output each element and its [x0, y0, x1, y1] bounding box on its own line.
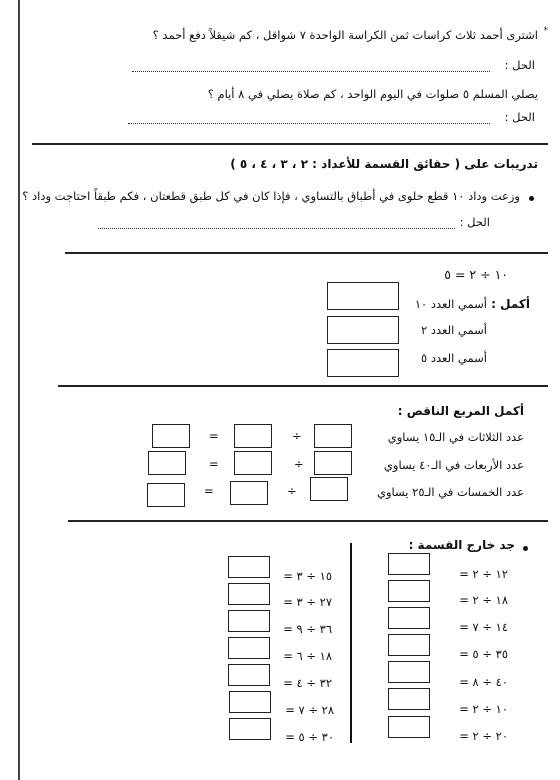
equals-sign: =: [204, 484, 214, 498]
missing-box-1c[interactable]: [314, 424, 352, 448]
quotient-right-box-7[interactable]: [388, 716, 430, 738]
missing-box-1b[interactable]: [234, 424, 272, 448]
column-divider: [350, 543, 352, 743]
divide-icon: ÷: [294, 457, 304, 471]
quotient-left-3: ٣٦ ÷ ٩ =: [283, 622, 332, 636]
quotient-left-box-5[interactable]: [228, 664, 270, 686]
quotient-left-6: ٢٨ ÷ ٧ =: [285, 703, 334, 717]
section-divider-2: [65, 252, 548, 254]
name-answer-box-10[interactable]: [327, 282, 399, 310]
quotient-right-box-4[interactable]: [388, 634, 430, 656]
quotient-right-7: ٢٠ ÷ ٢ =: [459, 729, 508, 743]
quotient-left-box-1[interactable]: [228, 556, 270, 578]
missing-box-2c[interactable]: [314, 451, 352, 475]
missing-box-3a[interactable]: [147, 483, 185, 507]
quotient-left-2: ٢٧ ÷ ٣ =: [283, 595, 332, 609]
answer-label-2: الحل :: [504, 110, 535, 124]
quotient-right-box-2[interactable]: [388, 580, 430, 602]
bullet-icon: [523, 546, 528, 551]
quotient-right-2: ١٨ ÷ ٢ =: [459, 593, 508, 607]
missing-box-2a[interactable]: [148, 451, 186, 475]
section-divider-4: [68, 520, 548, 522]
quotient-right-box-3[interactable]: [388, 607, 430, 629]
quotient-right-3: ١٤ ÷ ٧ =: [459, 620, 508, 634]
quotient-left-box-7[interactable]: [229, 718, 271, 740]
training-word-problem: وزعت وداد ١٠ قطع حلوى في أطباق بالتساوي ، فإذا كان في كل طبق قطعتان ، فكم طبقاً احتاجت وداد ؟: [22, 189, 520, 203]
quotient-right-box-6[interactable]: [388, 688, 430, 710]
missing-box-2b[interactable]: [234, 451, 272, 475]
answer-line-1[interactable]: [132, 71, 490, 72]
missing-box-3b[interactable]: [230, 481, 268, 505]
quotient-left-box-2[interactable]: [228, 583, 270, 605]
training-answer-label: الحل :: [459, 215, 490, 229]
answer-line-2[interactable]: [128, 123, 490, 124]
name-answer-box-5[interactable]: [327, 349, 399, 377]
quotient-right-box-1[interactable]: [388, 553, 430, 575]
section-divider-1: [32, 143, 548, 145]
quotient-right-4: ٣٥ ÷ ٥ =: [459, 647, 508, 661]
name-label-5: أسمي العدد ٥: [421, 351, 487, 365]
quotient-right-5: ٤٠ ÷ ٨ =: [459, 675, 508, 689]
quotient-left-box-3[interactable]: [228, 610, 270, 632]
missing-box-1a[interactable]: [152, 424, 190, 448]
quotient-right-box-5[interactable]: [388, 661, 430, 683]
divide-icon: ÷: [292, 429, 302, 443]
quotient-right-6: ١٠ ÷ ٢ =: [459, 702, 508, 716]
training-answer-line[interactable]: [98, 228, 455, 229]
name-answer-box-2[interactable]: [327, 316, 399, 344]
quotient-heading: جد خارج القسمة :: [408, 538, 515, 552]
quotient-left-box-4[interactable]: [228, 637, 270, 659]
division-equation: ١٠ ÷ ٢ = ٥: [444, 267, 508, 282]
missing-box-heading: أكمل المربع الناقص :: [397, 404, 524, 418]
missing-row-label-1: عدد الثلاثات في الـ١٥ يساوي: [387, 430, 524, 444]
missing-row-label-3: عدد الخمسات في الـ٢٥ يساوي: [376, 485, 524, 499]
name-label-2: أسمي العدد ٢: [421, 323, 487, 337]
quotient-left-4: ١٨ ÷ ٦ =: [283, 649, 332, 663]
divide-icon: ÷: [287, 484, 297, 498]
quotient-right-1: ١٢ ÷ ٢ =: [459, 567, 508, 581]
star-mark: *: [543, 26, 548, 36]
answer-label-1: الحل :: [504, 58, 535, 72]
word-problem-1: اشترى أحمد ثلاث كراسات ثمن الكراسة الواحدة ٧ شواقل ، كم شيقلاً دفع أحمد ؟: [152, 28, 538, 42]
quotient-left-5: ٣٢ ÷ ٤ =: [283, 676, 332, 690]
missing-row-label-2: عدد الأربعات في الـ٤٠ يساوي: [383, 458, 524, 472]
training-heading: تدريبات على ( حقائق القسمة للأعداد : ٢ ، ٣ ، ٤ ، ٥ ): [230, 157, 538, 171]
quotient-left-1: ١٥ ÷ ٣ =: [283, 569, 332, 583]
word-problem-2: يصلي المسلم ٥ صلوات في اليوم الواحد ، كم صلاة يصلي في ٨ أيام ؟: [207, 87, 538, 101]
name-label-10: أسمي العدد ١٠: [414, 297, 487, 311]
complete-heading: أكمل :: [491, 297, 530, 311]
page-left-border: [18, 0, 20, 780]
bullet-icon: [529, 196, 534, 201]
quotient-left-7: ٣٠ ÷ ٥ =: [285, 730, 334, 744]
equals-sign: =: [209, 429, 219, 443]
equals-sign: =: [209, 457, 219, 471]
missing-box-3c[interactable]: [310, 477, 348, 501]
section-divider-3: [58, 385, 548, 387]
quotient-left-box-6[interactable]: [229, 691, 271, 713]
